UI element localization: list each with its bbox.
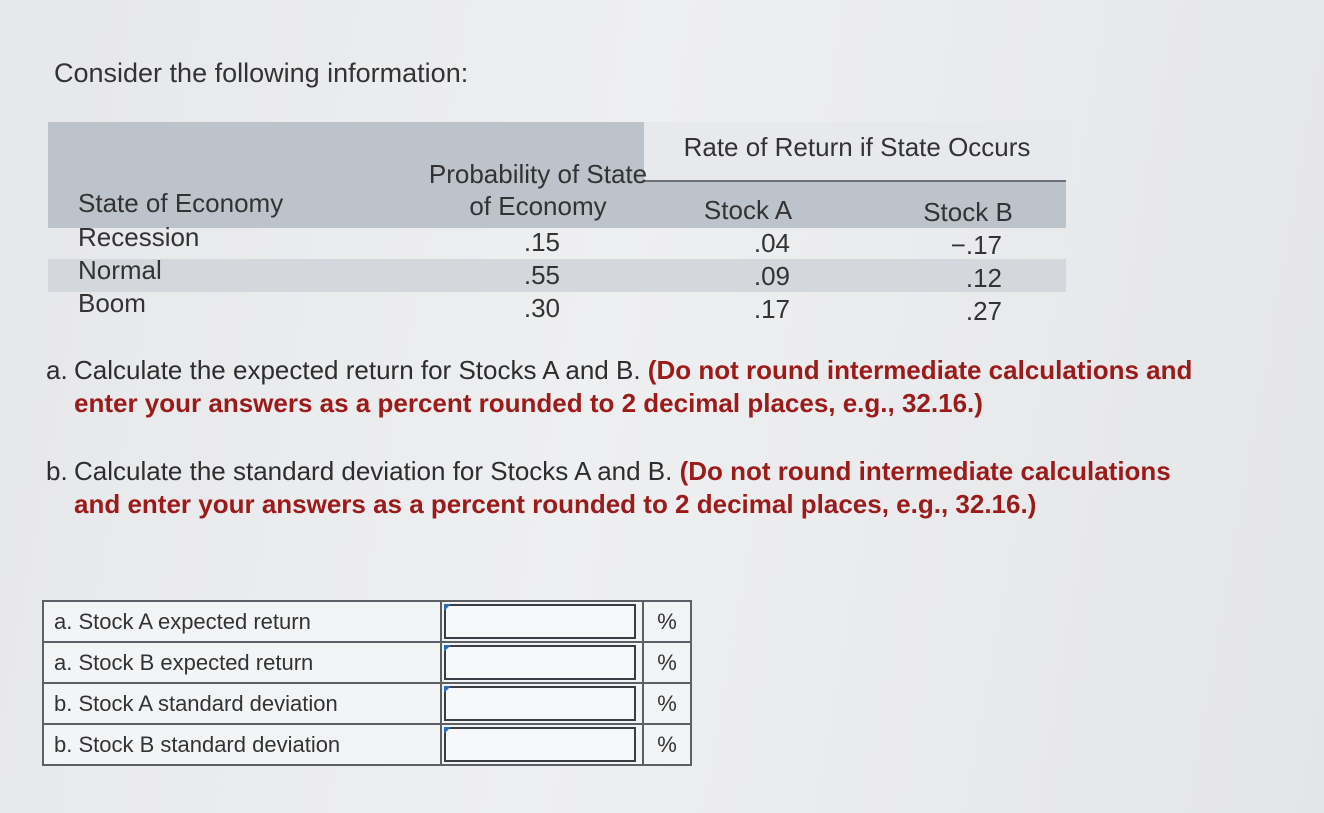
- answer-cell: [441, 642, 643, 683]
- answer-label: b. Stock B standard deviation: [43, 724, 441, 765]
- answer-row: [43, 642, 691, 683]
- row-stock-a: .17: [753, 294, 790, 324]
- col-header-prob-line1: Probability of State: [428, 159, 648, 189]
- row-state: Boom: [78, 288, 146, 318]
- answer-label: a. Stock B expected return: [43, 642, 441, 683]
- stock-b-standard-deviation-input[interactable]: [444, 727, 636, 762]
- answer-label: a. Stock A expected return: [43, 601, 441, 642]
- answer-row: [43, 601, 691, 642]
- question-a-text: Calculate the expected return for Stocks A and B.: [74, 355, 641, 385]
- intro-text: Consider the following information:: [54, 58, 469, 88]
- question-a-note: (Do not round intermediate calculations and enter your answers as a percent rounded to 2 decimal places, e.g., 32.16.): [74, 355, 1193, 418]
- row-stock-a: .04: [753, 228, 790, 258]
- input-flag-icon: [444, 645, 451, 652]
- input-flag-icon: [444, 604, 451, 611]
- row-state: Recession: [78, 222, 200, 252]
- input-flag-icon: [444, 686, 451, 693]
- answer-row: [43, 683, 691, 724]
- group-header: Rate of Return if State Occurs: [683, 132, 1031, 162]
- col-header-state: State of Economy: [78, 188, 284, 218]
- stock-a-expected-return-input[interactable]: [444, 604, 636, 639]
- percent-unit: %: [643, 601, 691, 642]
- percent-unit: %: [643, 724, 691, 765]
- input-flag-icon: [444, 727, 451, 734]
- group-header-rule: [644, 180, 1066, 182]
- percent-unit: %: [643, 683, 691, 724]
- row-prob: .15: [523, 227, 560, 257]
- answer-table: [42, 600, 692, 766]
- answer-cell: [441, 683, 643, 724]
- question-b-text: Calculate the standard deviation for Stocks A and B.: [74, 456, 673, 486]
- row-prob: .55: [523, 260, 560, 290]
- row-stock-a: .09: [753, 261, 790, 291]
- col-header-stock-a: Stock A: [703, 195, 793, 225]
- question-b: [46, 455, 1198, 521]
- percent-unit: %: [643, 642, 691, 683]
- row-prob: .30: [523, 293, 560, 323]
- economy-states-table: [48, 122, 1066, 327]
- question-b-label: b.: [46, 456, 68, 486]
- row-stock-b: .12: [965, 263, 1002, 293]
- row-stock-b: −.17: [950, 230, 1002, 260]
- question-b-note: (Do not round intermediate calculations and enter your answers as a percent rounded to 2 decimal places, e.g., 32.16.): [74, 456, 1171, 519]
- answer-label: b. Stock A standard deviation: [43, 683, 441, 724]
- row-stock-b: .27: [965, 296, 1002, 326]
- stock-b-expected-return-input[interactable]: [444, 645, 636, 680]
- answer-cell: [441, 601, 643, 642]
- col-header-stock-b: Stock B: [923, 197, 1013, 227]
- question-a: [46, 354, 1198, 420]
- row-state: Normal: [78, 255, 162, 285]
- stock-a-standard-deviation-input[interactable]: [444, 686, 636, 721]
- answer-row: [43, 724, 691, 765]
- question-a-label: a.: [46, 355, 68, 385]
- col-header-prob-line2: of Economy: [469, 191, 607, 221]
- answer-cell: [441, 724, 643, 765]
